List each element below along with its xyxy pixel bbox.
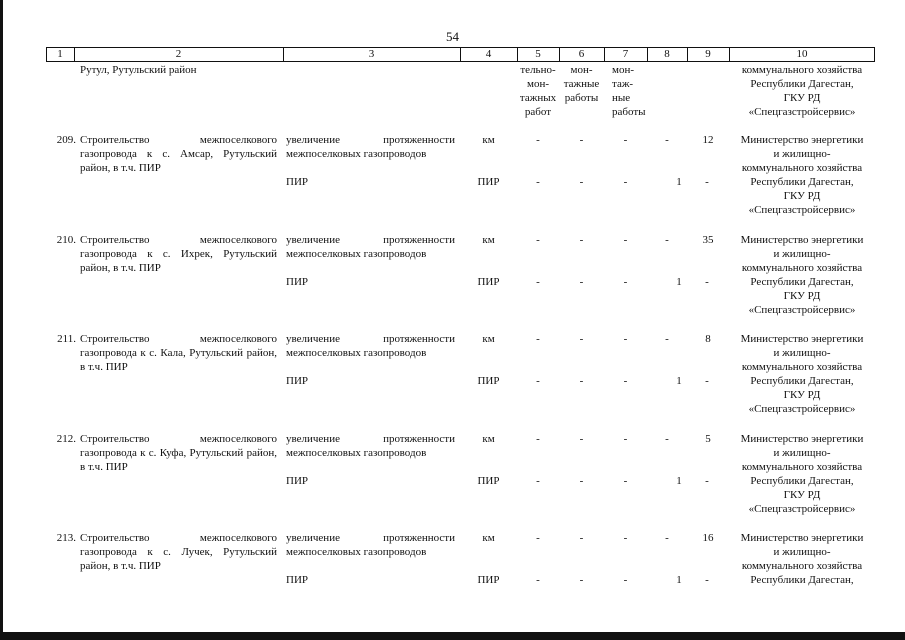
column-header-2: 2 — [175, 48, 182, 60]
column-divider — [517, 48, 518, 61]
row-pir-value-6: - — [579, 176, 584, 188]
row-value-5: - — [536, 532, 540, 544]
row-value-8: - — [665, 532, 669, 544]
row-value-7: - — [623, 234, 628, 246]
row-pir-value-7: - — [623, 475, 628, 487]
row-value-8: - — [665, 333, 669, 345]
row-pir-value-5: - — [536, 475, 540, 487]
row-pir-value-9: - — [705, 276, 709, 288]
row-pir-value-6: - — [579, 375, 584, 387]
row-pir-value-7: - — [623, 375, 628, 387]
row-unit: км — [482, 532, 495, 544]
row-indicator: увеличение протяженности межпоселковых газопроводов — [286, 333, 455, 359]
row-pir-value-5: - — [536, 574, 540, 586]
column-divider — [604, 48, 605, 61]
scan-page-edge — [0, 0, 3, 640]
row-value-5: - — [536, 333, 540, 345]
row-pir-value-8: 1 — [676, 574, 682, 586]
column-divider — [729, 48, 730, 61]
row-pir-value-7: - — [623, 276, 628, 288]
row-pir-value-5: - — [536, 176, 540, 188]
row-executor: Министерство энергетики и жилищно- коммунального хозяйства Республики Дагестан, ГКУ РД «Спецгазстройсервис» — [740, 234, 864, 316]
row-indicator: увеличение протяженности межпоселковых газопроводов — [286, 433, 455, 459]
row-value-5: - — [536, 433, 540, 445]
column-header-4: 4 — [485, 48, 492, 60]
row-pir-unit: ПИР — [477, 574, 500, 586]
row-indicator: увеличение протяженности межпоселковых газопроводов — [286, 134, 455, 160]
row-value-9: 12 — [702, 134, 714, 146]
continuation-col5: тельно- мон- тажных работ — [519, 64, 557, 118]
column-divider — [874, 48, 875, 61]
row-object-name: Строительство межпоселкового газопровода к с. Лучек, Рутульский район, в т.ч. ПИР — [80, 532, 277, 572]
row-number: 209. — [56, 134, 76, 146]
row-pir-value-6: - — [579, 475, 584, 487]
row-indicator: увеличение протяженности межпоселковых газопроводов — [286, 234, 455, 260]
row-value-9: 16 — [702, 532, 714, 544]
row-pir-value-8: 1 — [676, 375, 682, 387]
column-divider — [46, 48, 47, 61]
row-unit: км — [482, 134, 495, 146]
row-value-6: - — [579, 333, 584, 345]
row-number: 212. — [56, 433, 76, 445]
row-pir-value-7: - — [623, 574, 628, 586]
row-object-name: Строительство межпоселкового газопровода к с. Амсар, Рутульский район, в т.ч. ПИР — [80, 134, 277, 174]
column-header-1: 1 — [57, 48, 63, 60]
row-value-5: - — [536, 234, 540, 246]
row-executor: Министерство энергетики и жилищно- коммунального хозяйства Республики Дагестан, ГКУ РД «Спецгазстройсервис» — [740, 134, 864, 216]
row-pir-value-8: 1 — [676, 475, 682, 487]
row-pir-value-7: - — [623, 176, 628, 188]
row-pir-value-9: - — [705, 176, 709, 188]
row-value-6: - — [579, 532, 584, 544]
row-pir-value-9: - — [705, 574, 709, 586]
column-header-7: 7 — [622, 48, 629, 60]
column-header-6: 6 — [578, 48, 585, 60]
row-unit: км — [482, 234, 495, 246]
row-pir-value-9: - — [705, 375, 709, 387]
row-pir-label: ПИР — [286, 375, 309, 387]
page-number: 54 — [446, 29, 459, 44]
row-value-6: - — [579, 234, 584, 246]
continuation-col7: мон- таж- ные работы — [612, 64, 646, 118]
row-pir-unit: ПИР — [477, 475, 500, 487]
row-number: 210. — [56, 234, 76, 246]
row-pir-label: ПИР — [286, 276, 309, 288]
column-divider — [283, 48, 284, 61]
row-value-7: - — [623, 433, 628, 445]
row-indicator: увеличение протяженности межпоселковых газопроводов — [286, 532, 455, 558]
column-header-8: 8 — [664, 48, 670, 60]
column-header-5: 5 — [535, 48, 541, 60]
table-column-header — [46, 47, 875, 62]
row-executor: Министерство энергетики и жилищно- коммунального хозяйства Республики Дагестан, ГКУ РД «Спецгазстройсервис» — [740, 333, 864, 415]
column-divider — [559, 48, 560, 61]
row-unit: км — [482, 333, 495, 345]
column-header-3: 3 — [368, 48, 375, 60]
row-value-7: - — [623, 134, 628, 146]
row-pir-label: ПИР — [286, 475, 309, 487]
column-divider — [74, 48, 75, 61]
scan-bottom-edge — [0, 632, 905, 640]
row-pir-value-8: 1 — [676, 176, 682, 188]
row-pir-value-5: - — [536, 375, 540, 387]
row-value-8: - — [665, 234, 669, 246]
row-unit: км — [482, 433, 495, 445]
continuation-name: Рутул, Рутульский район — [80, 64, 197, 76]
row-value-9: 35 — [702, 234, 714, 246]
row-pir-value-6: - — [579, 574, 584, 586]
row-pir-value-9: - — [705, 475, 709, 487]
row-pir-unit: ПИР — [477, 176, 500, 188]
column-divider — [460, 48, 461, 61]
row-number: 211. — [57, 333, 76, 345]
row-pir-unit: ПИР — [477, 375, 500, 387]
continuation-executor: коммунального хозяйства Республики Дагестан, ГКУ РД «Спецгазстройсервис» — [741, 64, 863, 118]
row-number: 213. — [56, 532, 76, 544]
column-header-9: 9 — [705, 48, 711, 60]
row-pir-label: ПИР — [286, 176, 309, 188]
row-executor: Министерство энергетики и жилищно- коммунального хозяйства Республики Дагестан, ГКУ РД «Спецгазстройсервис» — [740, 433, 864, 515]
row-object-name: Строительство межпоселкового газопровода к с. Ихрек, Рутульский район, в т.ч. ПИР — [80, 234, 277, 274]
row-value-9: 5 — [705, 433, 711, 445]
row-value-8: - — [665, 433, 669, 445]
row-value-6: - — [579, 134, 584, 146]
row-pir-label: ПИР — [286, 574, 309, 586]
row-pir-value-5: - — [536, 276, 540, 288]
row-value-5: - — [536, 134, 540, 146]
row-executor: Министерство энергетики и жилищно- коммунального хозяйства Республики Дагестан, — [740, 532, 864, 586]
row-object-name: Строительство межпоселкового газопровода к с. Куфа, Рутульский район, в т.ч. ПИР — [80, 433, 277, 473]
row-value-6: - — [579, 433, 584, 445]
row-pir-value-8: 1 — [676, 276, 682, 288]
row-pir-value-6: - — [579, 276, 584, 288]
continuation-col6: мон- тажные работы — [563, 64, 600, 104]
column-header-10: 10 — [796, 48, 808, 60]
row-object-name: Строительство межпоселкового газопровода к с. Кала, Рутульский район, в т.ч. ПИР — [80, 333, 277, 373]
column-divider — [687, 48, 688, 61]
row-value-9: 8 — [705, 333, 711, 345]
column-divider — [647, 48, 648, 61]
row-value-8: - — [665, 134, 669, 146]
row-value-7: - — [623, 333, 628, 345]
row-pir-unit: ПИР — [477, 276, 500, 288]
row-value-7: - — [623, 532, 628, 544]
